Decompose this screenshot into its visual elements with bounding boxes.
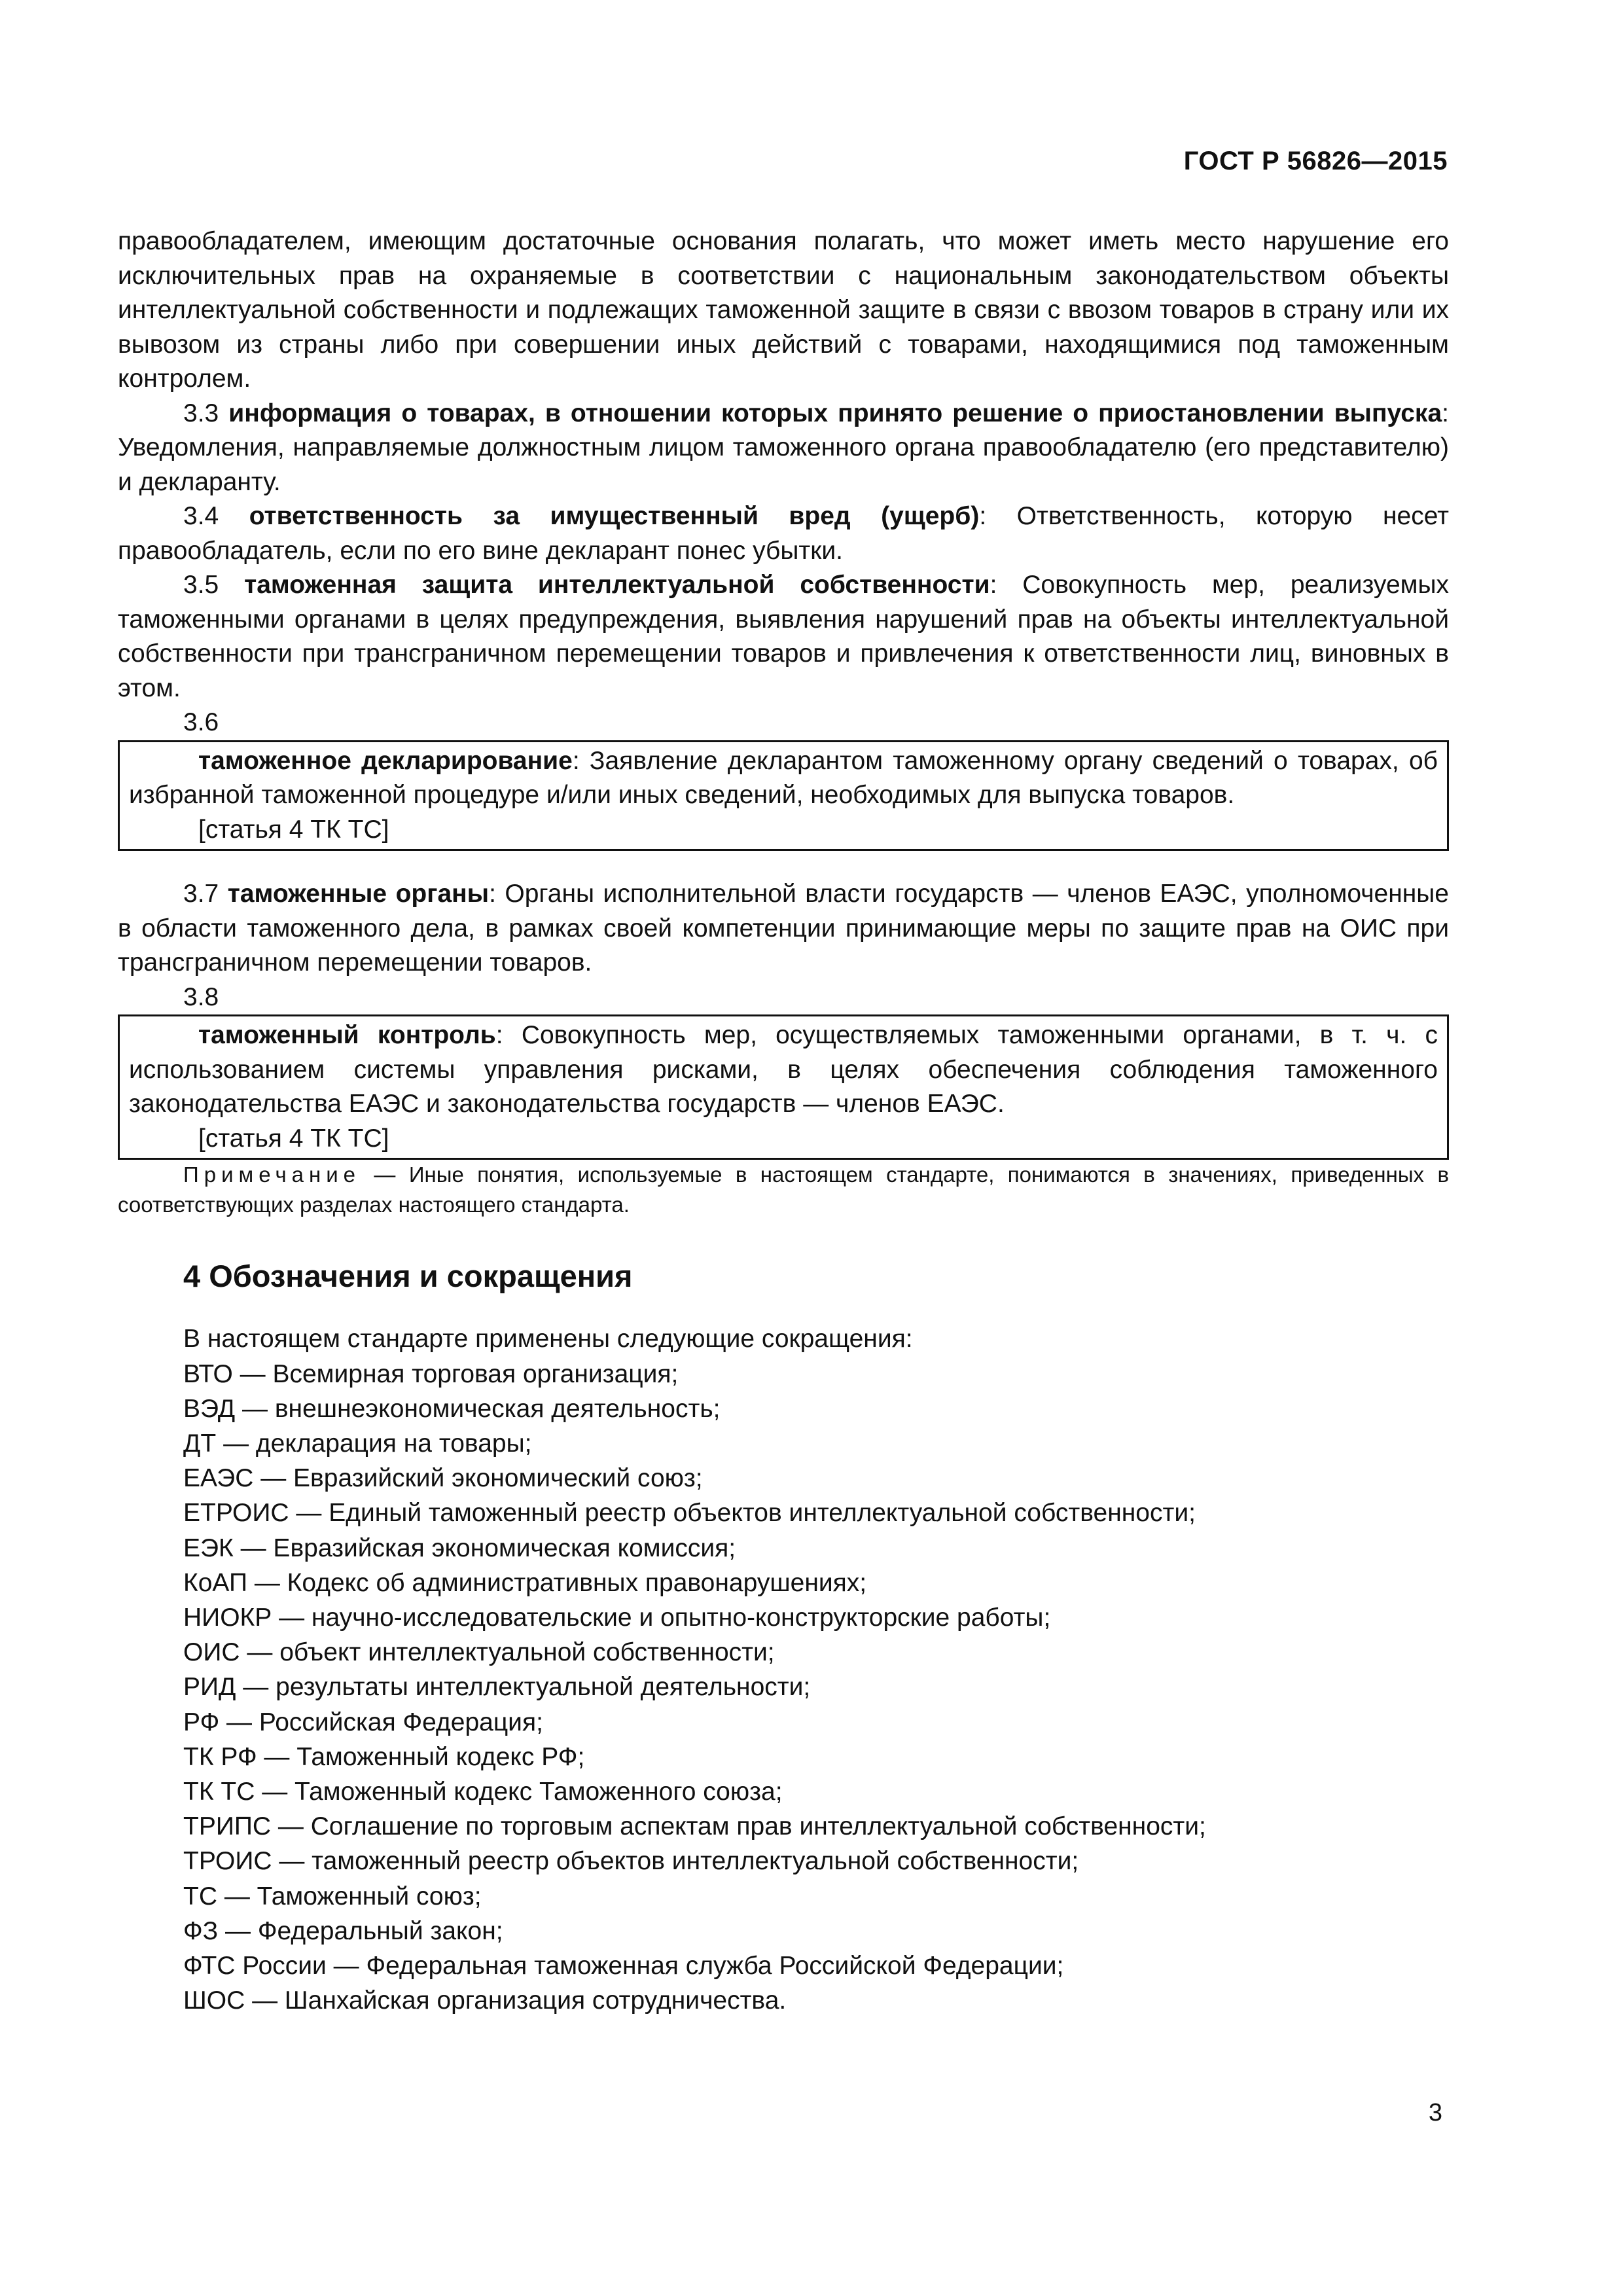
- section-4-title: 4 Обозначения и сокращения: [183, 1259, 633, 1293]
- note: [118, 1160, 1449, 1220]
- list-item: ТК РФ — Таможенный кодекс РФ;: [183, 1742, 585, 1771]
- term-number: 3.3: [183, 399, 219, 427]
- list-item: ЕТРОИС — Единый таможенный реестр объектов интеллектуальной собственности;: [183, 1499, 1196, 1528]
- list-item: ШОС — Шанхайская организация сотрудничества.: [183, 1986, 787, 2015]
- list-item: ЕАЭС — Евразийский экономический союз;: [183, 1464, 703, 1493]
- list-item: ФЗ — Федеральный закон;: [183, 1916, 503, 1945]
- term-3-5: [118, 568, 1449, 706]
- term-definition: : Совокупность мер, осуществляемых таможенными органами, в т. ч. с использованием системы управления рисками, в целях обеспечения соблюдения таможенного законодательства ЕАЭС и законодательства государств — членов ЕАЭС.: [129, 1021, 1438, 1118]
- document-header: ГОСТ Р 56826—2015: [1183, 147, 1448, 175]
- term-number: 3.5: [183, 571, 219, 599]
- term-3-8-number: 3.8: [183, 982, 219, 1011]
- list-item: РФ — Российская Федерация;: [183, 1708, 543, 1736]
- document-body: [118, 224, 1449, 2018]
- term-3-8: [129, 1018, 1438, 1122]
- term-number: 3.7: [183, 880, 219, 908]
- list-item: НИОКР — научно-исследовательские и опытно-конструкторские работы;: [183, 1603, 1051, 1632]
- term-title: таможенная защита интеллектуальной собственности: [244, 571, 990, 599]
- list-item: КоАП — Кодекс об административных правонарушениях;: [183, 1568, 867, 1597]
- term-title: таможенное декларирование: [198, 746, 573, 775]
- term-3-6-number: 3.6: [183, 708, 219, 736]
- term-3-6: [129, 744, 1438, 813]
- list-item: ВЭД — внешнеэкономическая деятельность;: [183, 1394, 721, 1423]
- abbreviations-list: [118, 1357, 1449, 2018]
- page-number: 3: [1428, 2099, 1442, 2126]
- term-3-8-reference: [статья 4 ТК ТС]: [198, 1124, 389, 1153]
- list-item: ТРОИС — таможенный реестр объектов интеллектуальной собственности;: [183, 1847, 1079, 1876]
- list-item: ФТС России — Федеральная таможенная служба Российской Федерации;: [183, 1951, 1064, 1980]
- list-item: ТРИПС — Соглашение по торговым аспектам прав интеллектуальной собственности;: [183, 1812, 1206, 1841]
- term-3-6-reference: [статья 4 ТК ТС]: [198, 815, 389, 844]
- term-definition: : Совокупность мер, реализуемых таможенными органами в целях предупреждения, выявления нарушений прав на объекты интеллектуальной собственности при трансграничном перемещении товаров и привлечения к ответственности лиц, виновных в этом.: [118, 571, 1450, 702]
- list-item: ВТО — Всемирная торговая организация;: [183, 1359, 679, 1388]
- intro-paragraph: правообладателем, имеющим достаточные основания полагать, что может иметь место нарушение его исключительных прав на охраняемые в соответствии с национальным законодательством объекты интеллектуальной собственности и подлежащих таможенной защите в связи с ввозом товаров в страну или их вывозом из страны либо при совершении иных действий с товарами, находящимися под таможенным контролем.: [118, 227, 1449, 393]
- term-definition: : Ответственность, которую несет правообладатель, если по его вине декларант понес убытки.: [118, 502, 1449, 565]
- term-3-6-box: [118, 740, 1449, 852]
- term-title: ответственность за имущественный вред (ущерб): [249, 502, 980, 530]
- list-item: ОИС — объект интеллектуальной собственности;: [183, 1638, 775, 1667]
- list-item: ЕЭК — Евразийская экономическая комиссия;: [183, 1534, 736, 1562]
- term-title: таможенные органы: [227, 880, 490, 908]
- term-definition: : Заявление декларантом таможенному органу сведений о товарах, об избранной таможенной процедуре и/или иных сведений, необходимых для выпуска товаров.: [129, 746, 1438, 809]
- term-number: 3.4: [183, 502, 219, 530]
- term-definition: : Уведомления, направляемые должностным лицом таможенного органа правообладателю (его представителю) и декларанту.: [118, 399, 1449, 496]
- term-title: информация о товарах, в отношении которых принято решение о приостановлении выпуска: [228, 399, 1442, 427]
- list-item: РИД — результаты интеллектуальной деятельности;: [183, 1673, 811, 1702]
- note-label: Примечание: [183, 1162, 361, 1187]
- term-3-8-box: [118, 1014, 1449, 1160]
- term-definition: : Органы исполнительной власти государств — членов ЕАЭС, уполномоченные в области таможенного дела, в рамках своей компетенции принимающие меры по защите прав на ОИС при трансграничном перемещении товаров.: [118, 880, 1450, 977]
- term-3-4: [118, 499, 1449, 568]
- list-item: ТК ТС — Таможенный кодекс Таможенного союза;: [183, 1777, 783, 1806]
- term-title: таможенный контроль: [198, 1021, 496, 1049]
- list-item: ДТ — декларация на товары;: [183, 1429, 532, 1458]
- abbreviations-intro: В настоящем стандарте применены следующие сокращения:: [183, 1325, 913, 1353]
- list-item: ТС — Таможенный союз;: [183, 1882, 482, 1910]
- term-3-3: [118, 397, 1449, 500]
- note-text: — Иные понятия, используемые в настоящем стандарте, понимаются в значениях, приведенных в соответствующих разделах настоящего стандарта.: [118, 1162, 1449, 1217]
- term-3-7: [118, 877, 1449, 980]
